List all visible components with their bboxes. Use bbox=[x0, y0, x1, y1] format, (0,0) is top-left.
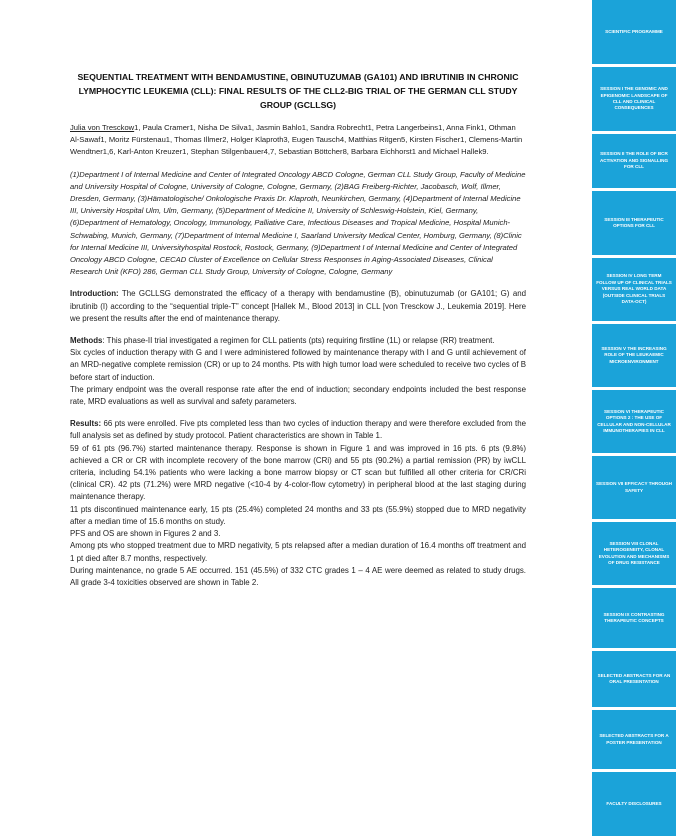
nav-session-2[interactable]: SESSION II THE ROLE OF BCR ACTIVATION AND SIGNALLING FOR CLL bbox=[592, 134, 676, 188]
session-navigation-sidebar bbox=[592, 0, 676, 836]
nav-selected-poster[interactable]: SELECTED ABSTRACTS FOR A POSTER PRESENTATION bbox=[592, 710, 676, 769]
results-paragraph: During maintenance, no grade 5 AE occurred. 151 (45.5%) of 332 CTC grades 1 – 4 AE were deemed as related to study drugs. All grade 3-4 toxicities observed are shown in Table 2. bbox=[70, 565, 526, 587]
results-paragraph: 11 pts discontinued maintenance early, 15 pts (25.4%) completed 24 months and 33 pts (55.9%) stopped due to MRD negativity after a median time of 15.6 months on study. bbox=[70, 504, 526, 526]
nav-session-5[interactable]: SESSION V THE INCREASING ROLE OF THE LEUKAEMIC MICROENVIRONMENT bbox=[592, 324, 676, 387]
nav-selected-oral[interactable]: SELECTED ABSTRACTS FOR AN ORAL PRESENTATION bbox=[592, 651, 676, 707]
nav-session-7[interactable]: SESSION VII EFFICACY THROUGH SAFETY bbox=[592, 456, 676, 519]
nav-scientific-programme[interactable]: SCIENTIFIC PROGRAMME bbox=[592, 0, 676, 64]
results-paragraph: 59 of 61 pts (96.7%) started maintenance therapy. Response is shown in Figure 1 and was improved in 16 pts. 6 pts (9.8%) achieved a CR or CR with incomplete recovery of the bone marrow (CRi) and 55 pts (90.2%) a partial remission (PR) by iwCLL criteria, including 54.1% patients who were lacking a bone marrow biopsy or CT scan but fulfilled all other criteria for CR/CRi (clinical CR). 42 pts (71.2%) were MRD negative (<10-4 by 4-color-flow cytometry) in peripheral blood at the last staging during maintenance therapy. bbox=[70, 443, 526, 502]
co-authors: 1, Paula Cramer1, Nisha De Silva1, Jasmin Bahlo1, Sandra Robrecht1, Petra Langerbeins1, Anna Fink1, Othman Al-Sawaf1, Moritz Fürstenau1, Thomas Illmer2, Holger Klaproth3, Eugen Tausch4, Matthias Ritgen5, Kirsten Fischer1, Clemens-Martin Wendtner1,6, Karl-Anton Kreuzer1, Stephan Stilgenbauer4,7, Sebastian Böttcher8, Barbara Eichhorst1 and Michael Hallek9. bbox=[70, 123, 523, 157]
nav-session-9[interactable]: SESSION IX CONTRASTING THERAPEUTIC CONCEPTS bbox=[592, 588, 676, 648]
methods-label: Methods bbox=[70, 336, 103, 346]
introduction-text: The GCLLSG demonstrated the efficacy of a therapy with bendamustine (B), obinutuzumab (or GA101; G) and ibrutinib (I) according to the “sequential triple-T” concept [Hallek M., Blood 2013] in CLL [von Tresckow J., Leukemia 2019]. Here we present the results after the end of maintenance therapy. bbox=[70, 289, 526, 323]
abstract-content bbox=[70, 70, 526, 589]
abstract-title: SEQUENTIAL TREATMENT WITH BENDAMUSTINE, OBINUTUZUMAB (GA101) AND IBRUTINIB IN CHRONIC LYMPHOCYTIC LEUKEMIA (CLL): FINAL RESULTS OF THE CLL2-BIG TRIAL OF THE GERMAN CLL STUDY GROUP (GCLLSG) bbox=[77, 72, 519, 110]
methods-section bbox=[70, 335, 526, 408]
nav-session-8[interactable]: SESSION VIII CLONAL HETEROGENEITY, CLONAL EVOLUTION AND MECHANISMS OF DRUG RESISTANCE bbox=[592, 522, 676, 585]
results-section bbox=[70, 418, 526, 589]
introduction-label: Introduction: bbox=[70, 289, 119, 299]
nav-session-6[interactable]: SESSION VI THERAPEUTIC OPTIONS 2 : THE USE OF CELLULAR AND NON-CELLULAR IMMUNOTHERAPIES IN CLL bbox=[592, 390, 676, 453]
introduction-section bbox=[70, 288, 526, 325]
author-list bbox=[70, 122, 526, 159]
methods-paragraph: The primary endpoint was the overall response rate after the end of induction; secondary endpoints included the best response rate, MRD evaluations as well as survival and safety parameters. bbox=[70, 384, 526, 407]
nav-faculty-disclosures[interactable]: FACULTY DISCLOSURES bbox=[592, 772, 676, 836]
results-text: 66 pts were enrolled. Five pts completed less than two cycles of induction therapy and were therefore excluded from the full analysis set as defined by study protocol. Patient characteristics are shown in Table 1. bbox=[70, 419, 526, 441]
results-paragraph: Among pts who stopped treatment due to MRD negativity, 5 pts relapsed after a median duration of 16.4 months off treatment and 1 pt died after 8.7 months, respectively. bbox=[70, 541, 526, 563]
methods-paragraph: Six cycles of induction therapy with G and I were administered followed by maintenance therapy with I and G until achievement of an MRD-negative complete remission (CR) or up to 24 months. Pts with high tumor load were scheduled to receive two cycles of B before start of induction. bbox=[70, 348, 526, 382]
nav-session-3[interactable]: SESSION III THERAPEUTIC OPTIONS FOR CLL bbox=[592, 191, 676, 255]
results-label: Results: bbox=[70, 419, 102, 429]
results-paragraph: PFS and OS are shown in Figures 2 and 3. bbox=[70, 529, 221, 539]
methods-text: : This phase-II trial investigated a regimen for CLL patients (pts) requiring firstline (1L) or relapse (RR) treatment. bbox=[102, 336, 495, 346]
nav-session-4[interactable]: SESSION IV LONG TERM FOLLOW UP OF CLINICAL TRIALS VERSUS REAL WORLD DATA (OUTSIDE CLINICAL TRIALS DATA-OCT) bbox=[592, 258, 676, 321]
first-author: Julia von Tresckow bbox=[70, 123, 135, 132]
affiliations: (1)Department I of Internal Medicine and Center of Integrated Oncology ABCD Cologne, German CLL Study Group, Faculty of Medicine and University Hospital of Cologne, University of Cologne, Cologne, Germany, (2)BAG Freiberg-Richter, Jacobasch, Wolf, Illmer, Dresden, Germany, (3)Hämatologische/ Onkologische Praxis Dr. Klaproth, Neunkirchen, Germany, (4)Department of Internal Medicine III, University Hospital Ulm, Ulm, Germany, (5)Department of Medicine II, University of Schleswig-Holstein, Kiel, Germany, (6)Department of Hematology, Oncology, Immunology, Palliative Care, Infectious Diseases and Tropical Medicine, Hospital Munich-Schwabing, Munich, Germany, (7)Department of Internal Medicine I, Saarland University Medical Center, Homburg, Germany, (8)Clinic for Internal Medicine III, Universityhospital Rostock, Rostock, Germany, (9)Department I of Internal Medicine and Center of Integrated Oncology ABCD Cologne, CECAD Cluster of Excellence on Cellular Stress Responses in Aging-Associated Diseases, Clinical Research Unit (KFO) 286, German CLL Study Group, University of Cologne, Cologne, Germany bbox=[70, 169, 526, 277]
nav-session-1[interactable]: SESSION I THE GENOMIC AND EPIGENOMIC LANDSCAPE OF CLL AND CLINICAL CONSEQUENCES bbox=[592, 67, 676, 131]
